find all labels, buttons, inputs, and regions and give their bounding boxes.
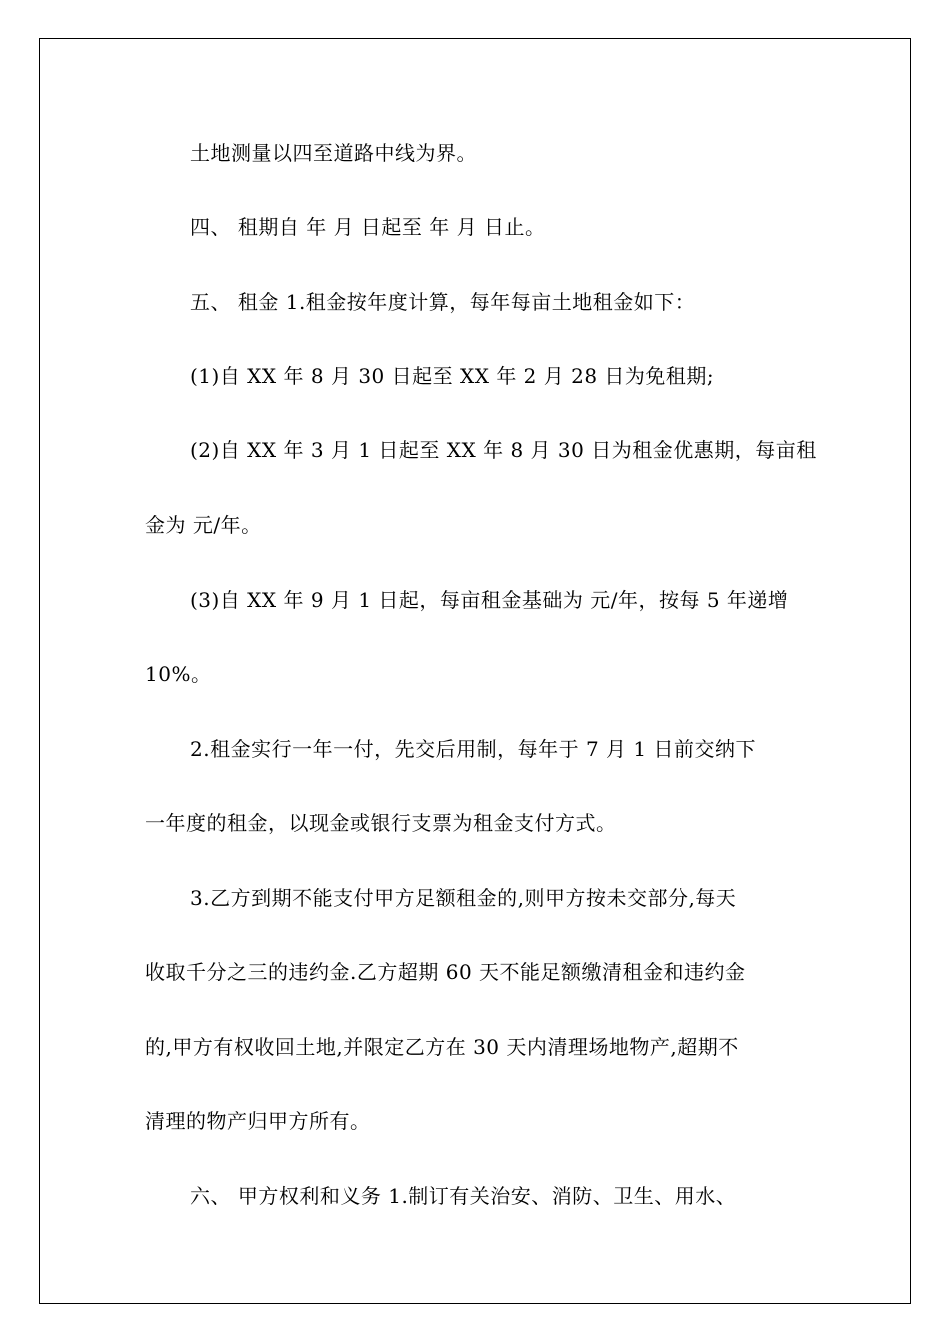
text-line-4: (1)自 XX 年 8 月 30 日起至 XX 年 2 月 28 日为免租期; [190,364,715,388]
text-line-13: 的,甲方有权收回土地,并限定乙方在 30 天内清理场地物产,超期不 [145,1035,739,1059]
text-line-3: 五、 租金 1.租金按年度计算，每年每亩土地租金如下： [190,290,696,314]
text-line-15: 六、 甲方权利和义务 1.制订有关治安、消防、卫生、用水、 [190,1184,737,1208]
text-line-12: 收取千分之三的违约金.乙方超期 60 天不能足额缴清租金和违约金 [145,960,746,984]
text-line-5: (2)自 XX 年 3 月 1 日起至 XX 年 8 月 30 日为租金优惠期，每亩租 [190,438,817,462]
text-line-6: 金为 元/年。 [145,513,262,537]
text-line-8: 10%。 [145,662,212,686]
text-line-11: 3.乙方到期不能支付甲方足额租金的,则甲方按未交部分,每天 [190,886,737,910]
text-line-2: 四、 租期自 年 月 日起至 年 月 日止。 [190,215,546,239]
text-line-10: 一年度的租金，以现金或银行支票为租金支付方式。 [145,811,617,835]
text-line-1: 土地测量以四至道路中线为界。 [190,141,477,165]
text-line-7: (3)自 XX 年 9 月 1 日起，每亩租金基础为 元/年，按每 5 年递增 [190,588,789,612]
text-line-14: 清理的物产归甲方所有。 [145,1109,371,1133]
text-line-9: 2.租金实行一年一付，先交后用制，每年于 7 月 1 日前交纳下 [190,737,756,761]
